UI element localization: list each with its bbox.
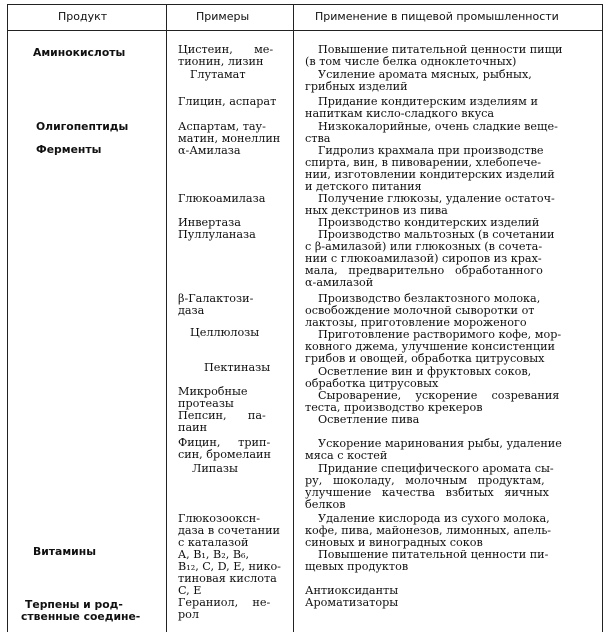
app-glucoamylase-1: Получение глюкозы, удаление остаточ- xyxy=(318,192,555,205)
app-proteases-2: теста, производство крекеров xyxy=(305,401,483,414)
table-right-rule xyxy=(602,4,603,632)
table-left-rule xyxy=(7,4,8,632)
app-alpha-amylase-2: спирта, вин, в пивоварении, хлебопече- xyxy=(305,156,542,169)
app-oxidase-1: Удаление кислорода из сухого молока, xyxy=(318,512,550,525)
app-glycine-2: напиткам кисло-сладкого вкуса xyxy=(305,107,495,120)
app-ficin-2: мяса с костей xyxy=(305,449,388,462)
app-glutamate-1: Усиление аромата мясных, рыбных, xyxy=(318,68,532,81)
example-lipases: Липазы xyxy=(192,462,238,475)
header-product: Продукт xyxy=(58,10,108,23)
example-methionine: тионин, лизин xyxy=(178,55,264,68)
app-pectinases-2: обработка цитрусовых xyxy=(305,377,439,390)
example-alpha-amylase: α-Амилаза xyxy=(178,144,241,157)
app-glycine-1: Придание кондитерским изделиям и xyxy=(318,95,538,108)
app-amino-1: Повышение питательной ценности пищи xyxy=(318,43,563,56)
app-pullulanase-5: α-амилазой xyxy=(305,276,374,289)
example-vitamins-list-2: B₁₂, C, D, E, нико- xyxy=(178,560,281,573)
column-divider-1 xyxy=(166,4,167,632)
example-glucoamylase: Глюкоамилаза xyxy=(178,192,266,205)
example-ficin: Фицин, трип- xyxy=(178,436,271,449)
app-pectinases-1: Осветление вин и фруктовых соков, xyxy=(318,365,532,378)
app-oxidase-2: кофе, пива, майонезов, лимонных, апель- xyxy=(305,524,552,537)
example-glucose-oxidase: Глюкозооксн- xyxy=(178,512,261,525)
app-alpha-amylase-3: нии, изготовлении кондитерских изделий xyxy=(305,168,555,181)
app-galactosidase-1: Производство безлактозного молока, xyxy=(318,292,541,305)
example-aspartame: Аспартам, тау- xyxy=(178,120,266,133)
app-cellulases-3: грибов и овощей, обработка цитрусовых xyxy=(305,352,545,365)
example-microbial-proteases: Микробные xyxy=(178,385,248,398)
app-cellulases-2: ковного джема, улучшение консистенции xyxy=(305,340,555,353)
app-oligopeptides-1: Низкокалорийные, очень сладкие веще- xyxy=(318,120,558,133)
example-beta-galactosidase: β-Галактози- xyxy=(178,292,254,305)
example-glycine: Глицин, аспарат xyxy=(178,95,277,108)
example-catalase: с каталазой xyxy=(178,536,249,549)
example-pullulanase: Пуллуланаза xyxy=(178,228,256,241)
example-pepsin: Пепсин, па- xyxy=(178,409,266,422)
example-papain: паин xyxy=(178,421,208,434)
product-terpenes-line1: Терпены и род- xyxy=(25,598,123,611)
app-cellulases-1: Приготовление растворимого кофе, мор- xyxy=(318,328,562,341)
example-cystein: Цистеин, ме- xyxy=(178,43,274,56)
app-oligopeptides-2: ства xyxy=(305,132,331,145)
example-vitamins-ce: C, E xyxy=(178,584,202,597)
app-vitamins-1: Повышение питательной ценности пи- xyxy=(318,548,549,561)
table-top-rule xyxy=(7,4,603,5)
example-microbial-proteases-cont: протеазы xyxy=(178,397,234,410)
app-galactosidase-3: лактозы, приготовление мороженого xyxy=(305,316,527,329)
app-invertase: Производство кондитерских изделий xyxy=(318,216,540,229)
header-application: Применение в пищевой промышленности xyxy=(315,10,559,23)
app-glutamate-2: грибных изделий xyxy=(305,80,408,93)
app-ficin-1: Ускорение маринования рыбы, удаление xyxy=(318,437,562,450)
app-pullulanase-3: нии с глюкоамилазой) сиропов из крах- xyxy=(305,252,542,265)
app-lipases-3: улучшение качества взбитых яичных xyxy=(305,486,549,499)
example-glucose-oxidase-cont: даза в сочетании xyxy=(178,524,280,537)
app-pullulanase-1: Производство мальтозных (в сочетании xyxy=(318,228,555,241)
app-pullulanase-2: с β-амилазой) или глюкозных (в сочета- xyxy=(305,240,543,253)
app-pepsin: Осветление пива xyxy=(318,413,420,426)
example-beta-galactosidase-cont: даза xyxy=(178,304,205,317)
app-proteases-1: Сыроварение, ускорение созревания xyxy=(318,389,560,402)
example-thaumatin: матин, монеллин xyxy=(178,132,281,145)
example-geraniol: Гераниол, не- xyxy=(178,596,271,609)
app-lipases-1: Придание специфического аромата сы- xyxy=(318,462,554,475)
example-vitamins-list-3: тиновая кислота xyxy=(178,572,277,585)
app-lipases-4: белков xyxy=(305,498,346,511)
example-vitamins-list-1: A, B₁, B₂, B₆, xyxy=(178,548,250,561)
app-flavorings: Ароматизаторы xyxy=(305,596,399,609)
example-glutamate: Глутамат xyxy=(190,68,246,81)
app-alpha-amylase-1: Гидролиз крахмала при производстве xyxy=(318,144,544,157)
example-pectinases: Пектиназы xyxy=(204,361,271,374)
app-pullulanase-4: мала, предварительно обработанного xyxy=(305,264,543,277)
product-terpenes-line2: ственные соедине- xyxy=(21,610,141,623)
table-header-rule xyxy=(7,30,603,31)
product-oligopeptides: Олигопептиды xyxy=(36,120,129,133)
app-alpha-amylase-4: и детского питания xyxy=(305,180,422,193)
example-invertase: Инвертаза xyxy=(178,216,241,229)
app-lipases-2: ру, шоколаду, молочным продуктам, xyxy=(305,474,545,487)
column-divider-2 xyxy=(293,4,294,632)
example-nerol: рол xyxy=(178,608,200,621)
app-oxidase-3: синовых и виноградных соков xyxy=(305,536,483,549)
header-examples: Примеры xyxy=(196,10,250,23)
product-enzymes: Ферменты xyxy=(36,143,102,156)
app-antioxidants: Антиоксиданты xyxy=(305,584,399,597)
app-galactosidase-2: освобождение молочной сыворотки от xyxy=(305,304,535,317)
example-bromelain: син, бромелаин xyxy=(178,448,271,461)
app-glucoamylase-2: ных декстринов из пива xyxy=(305,204,448,217)
product-vitamins: Витамины xyxy=(33,545,96,558)
product-amino-acids: Аминокислоты xyxy=(33,46,126,59)
app-vitamins-2: щевых продуктов xyxy=(305,560,409,573)
example-cellulases: Целлюлозы xyxy=(190,326,260,339)
app-amino-2: (в том числе белка одноклеточных) xyxy=(305,55,517,68)
